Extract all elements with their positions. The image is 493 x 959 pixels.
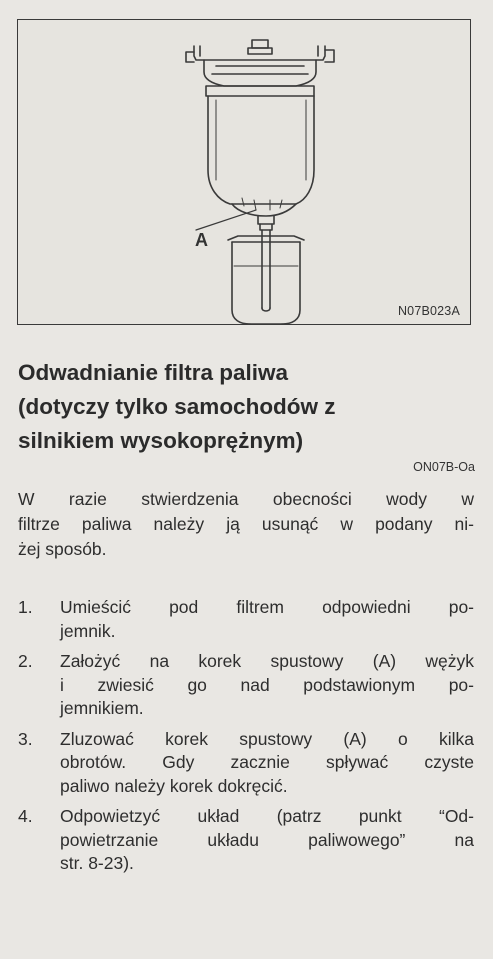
fuel-filter-icon — [186, 40, 334, 230]
step-line: jemnikiem. — [60, 698, 144, 718]
reference-code: ON07B-Oa — [413, 460, 475, 474]
step-line: str. 8-23). — [60, 853, 134, 873]
step-line: powietrzanie układu paliwowego” na — [60, 829, 474, 850]
section-heading — [18, 356, 478, 458]
heading-line: (dotyczy tylko samochodów z — [18, 394, 336, 419]
steps-list — [18, 596, 474, 883]
step-item — [18, 650, 474, 721]
heading-line: silnikiem wysokoprężnym) — [18, 428, 304, 453]
step-item — [18, 596, 474, 643]
step-line: Zluzować korek spustowy (A) o kilka — [60, 728, 474, 749]
step-line: jemnik. — [60, 620, 116, 641]
step-line: obrotów. Gdy zacznie spływać czyste — [60, 752, 474, 772]
figure-code: N07B023A — [397, 304, 460, 318]
step-number: 4. — [18, 806, 33, 826]
intro-line: W razie stwierdzenia obecności wody w — [18, 489, 474, 509]
intro-line: żej sposób. — [18, 539, 107, 559]
heading-line: Odwadnianie filtra paliwa — [18, 360, 289, 385]
step-line: Umieścić pod filtrem odpowiedni po- — [60, 597, 474, 617]
step-number: 1. — [18, 597, 33, 617]
figure-frame — [17, 19, 471, 325]
intro-line: filtrze paliwa należy ją usunąć w podany ni- — [18, 514, 474, 534]
intro-paragraph — [18, 487, 474, 562]
step-line: Założyć na korek spustowy (A) wężyk — [60, 651, 474, 671]
fuel-filter-illustration — [18, 20, 472, 326]
step-number: 2. — [18, 651, 33, 671]
step-line: paliwo należy korek dokręcić. — [60, 775, 288, 796]
step-line: i zwiesić go nad podstawionym po- — [60, 674, 474, 695]
step-item — [18, 728, 474, 799]
step-line: Odpowietzyć układ (patrz punkt “Od- — [60, 806, 474, 826]
callout-label-a: A — [195, 230, 208, 250]
step-item — [18, 805, 474, 876]
step-number: 3. — [18, 728, 33, 749]
